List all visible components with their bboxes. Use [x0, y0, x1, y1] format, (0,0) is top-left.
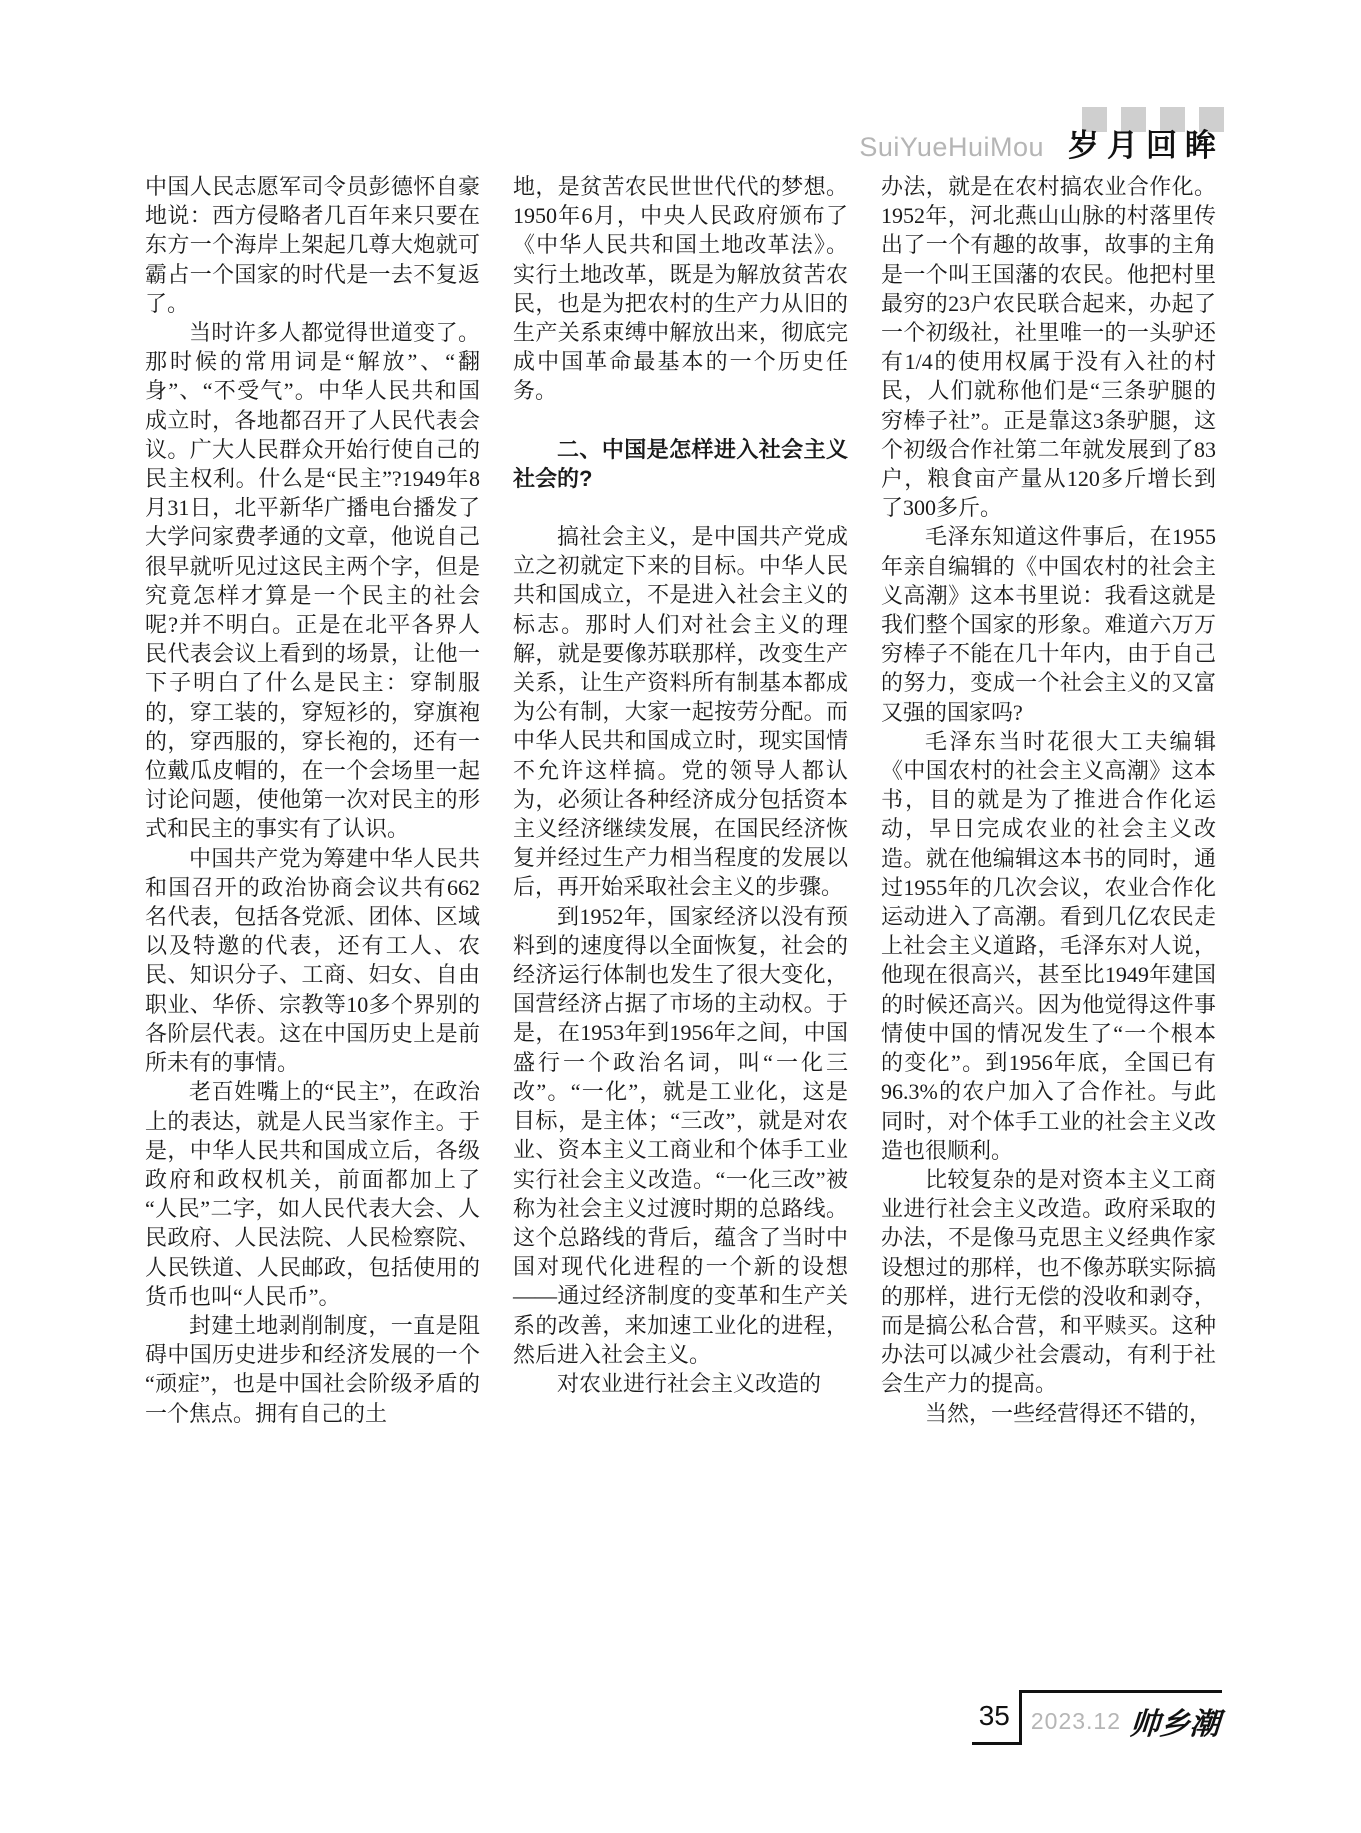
- header-title-char: 岁: [1068, 120, 1099, 165]
- page-header: [859, 120, 1216, 165]
- paragraph: 当然，一些经营得还不错的，: [925, 1400, 1212, 1426]
- header-title-char: 眸: [1185, 120, 1216, 165]
- header-title: [1060, 120, 1216, 165]
- magazine-logo: 帅乡潮: [1128, 1707, 1221, 1742]
- paragraph: 毛泽东当时花很大工夫编辑《中国农村的社会主义高潮》这本书，目的就是为了推进合作化运动，早日完成农业的社会主义改造。就在他编辑这本书的同时，通过1955年的几次会议，农业合作化运动进入了高潮。看到几亿农民走上社会主义道路，毛泽东对人说，他现在很高兴，甚至比1949年建国的时候还高兴。因为他觉得这件事情使中国的情况发生了“一个根本的变化”。到1956年底，全国已有96.3%的农户加入了合作社。与此同时，对个体手工业的社会主义改造也很顺利。: [881, 728, 1216, 1163]
- paragraph: 搞社会主义，是中国共产党成立之初就定下来的目标。中华人民共和国成立，不是进入社会主义的标志。那时人们对社会主义的理解，就是要像苏联那样，改变生产关系，让生产资料所有制基本都成为公有制，大家一起按劳分配。而中华人民共和国成立时，现实国情不允许这样搞。党的领导人都认为，必须让各种经济成分包括资本主义经济继续发展，在国民经济恢复并经过生产力相当程度的发展以后，再开始采取社会主义的步骤。: [513, 524, 848, 900]
- paragraph: 老百姓嘴上的“民主”，在政治上的表达，就是人民当家作主。于是，中华人民共和国成立后，各级政府和政权机关，前面都加上了“人民”二字，如人民代表大会、人民政府、人民法院、人民检察院、人民铁道、人民邮政，包括使用的货币也叫“人民币”。: [145, 1079, 480, 1309]
- column-2: [513, 172, 848, 1428]
- column-3: [881, 172, 1216, 1428]
- paragraph: 中国共产党为筹建中华人民共和国召开的政治协商会议共有662名代表，包括各党派、团体、区域以及特邀的代表，还有工人、农民、知识分子、工商、妇女、自由职业、华侨、宗教等10多个界别的各阶层代表。这在中国历史上是前所未有的事情。: [145, 845, 480, 1076]
- paragraph: 办法，就是在农村搞农业合作化。1952年，河北燕山山脉的村落里传出了一个有趣的故事，故事的主角是一个叫王国藩的农民。他把村里最穷的23户农民联合起来，办起了一个初级社，社里唯一的一头驴还有1/4的使用权属于没有入社的村民，人们就称他们是“三条驴腿的穷棒子社”。正是靠这3条驴腿，这个初级合作社第二年就发展到了83户，粮食亩产量从120多斤增长到了300多斤。: [881, 174, 1216, 521]
- paragraph: 当时许多人都觉得世道变了。那时候的常用词是“解放”、“翻身”、“不受气”。中华人民共和国成立时，各地都召开了人民代表会议。广大人民群众开始行使自己的民主权利。什么是“民主”?1949年8月31日，北平新华广播电台播发了大学问家费孝通的文章，他说自己很早就听见过这民主两个字，但是究竟怎样才算是一个民主的社会呢?并不明白。正是在北平各界人民代表会议上看到的场景，让他一下子明白了什么是民主：穿制服的，穿工装的，穿短衫的，穿旗袍的，穿西服的，穿长袍的，还有一位戴瓜皮帽的，在一个会场里一起讨论问题，使他第一次对民主的形式和民主的事实有了认识。: [145, 320, 480, 842]
- columns: [145, 172, 1216, 1428]
- paragraph: 中国人民志愿军司令员彭德怀自豪地说：西方侵略者几百年来只要在东方一个海岸上架起几尊大炮就可霸占一个国家的时代是一去不复返了。: [145, 174, 480, 316]
- header-pinyin: SuiYueHuiMou: [859, 132, 1044, 162]
- column-1: [145, 172, 480, 1428]
- header-title-char: 月: [1107, 120, 1138, 165]
- paragraph: 比较复杂的是对资本主义工商业进行社会主义改造。政府采取的办法，不是像马克思主义经典作家设想过的那样，也不像苏联实际搞的那样，进行无偿的没收和剥夺，而是搞公私合营，和平赎买。这种办法可以减少社会震动，有利于社会生产力的提高。: [881, 1166, 1216, 1397]
- paragraph: 封建土地剥削制度，一直是阻碍中国历史进步和经济发展的一个“顽症”，也是中国社会阶级矛盾的一个焦点。拥有自己的土: [145, 1312, 480, 1426]
- section-heading: 二、中国是怎样进入社会主义社会的?: [513, 436, 848, 491]
- issue-date: 2023.12: [1030, 1707, 1121, 1734]
- paragraph: 毛泽东知道这件事后，在1955年亲自编辑的《中国农村的社会主义高潮》这本书里说：我看这就是我们整个国家的形象。难道六万万穷棒子不能在几十年内，由于自己的努力，变成一个社会主义的又富又强的国家吗?: [881, 524, 1216, 725]
- paragraph: 对农业进行社会主义改造的: [557, 1370, 822, 1396]
- header-title-char: 回: [1146, 120, 1177, 165]
- paragraph: 地，是贫苦农民世世代代的梦想。1950年6月，中央人民政府颁布了《中华人民共和国土地改革法》。实行土地改革，既是为解放贫苦农民，也是为把农村的生产力从旧的生产关系束缚中解放出来，彻底完成中国革命最基本的一个历史任务。: [513, 174, 848, 404]
- issue-box: [1022, 1690, 1222, 1745]
- page-footer: [972, 1690, 1222, 1745]
- page-number: 35: [972, 1690, 1022, 1745]
- paragraph: 到1952年，国家经济以没有预料到的速度得以全面恢复，社会的经济运行体制也发生了很大变化，国营经济占据了市场的主动权。于是，在1953年到1956年之间，中国盛行一个政治名词，叫“一化三改”。“一化”，就是工业化，这是目标，是主体；“三改”，就是对农业、资本主义工商业和个体手工业实行社会主义改造。“一化三改”被称为社会主义过渡时期的总路线。这个总路线的背后，蕴含了当时中国对现代化进程的一个新的设想——通过经济制度的变革和生产关系的改善，来加速工业化的进程，然后进入社会主义。: [513, 903, 848, 1367]
